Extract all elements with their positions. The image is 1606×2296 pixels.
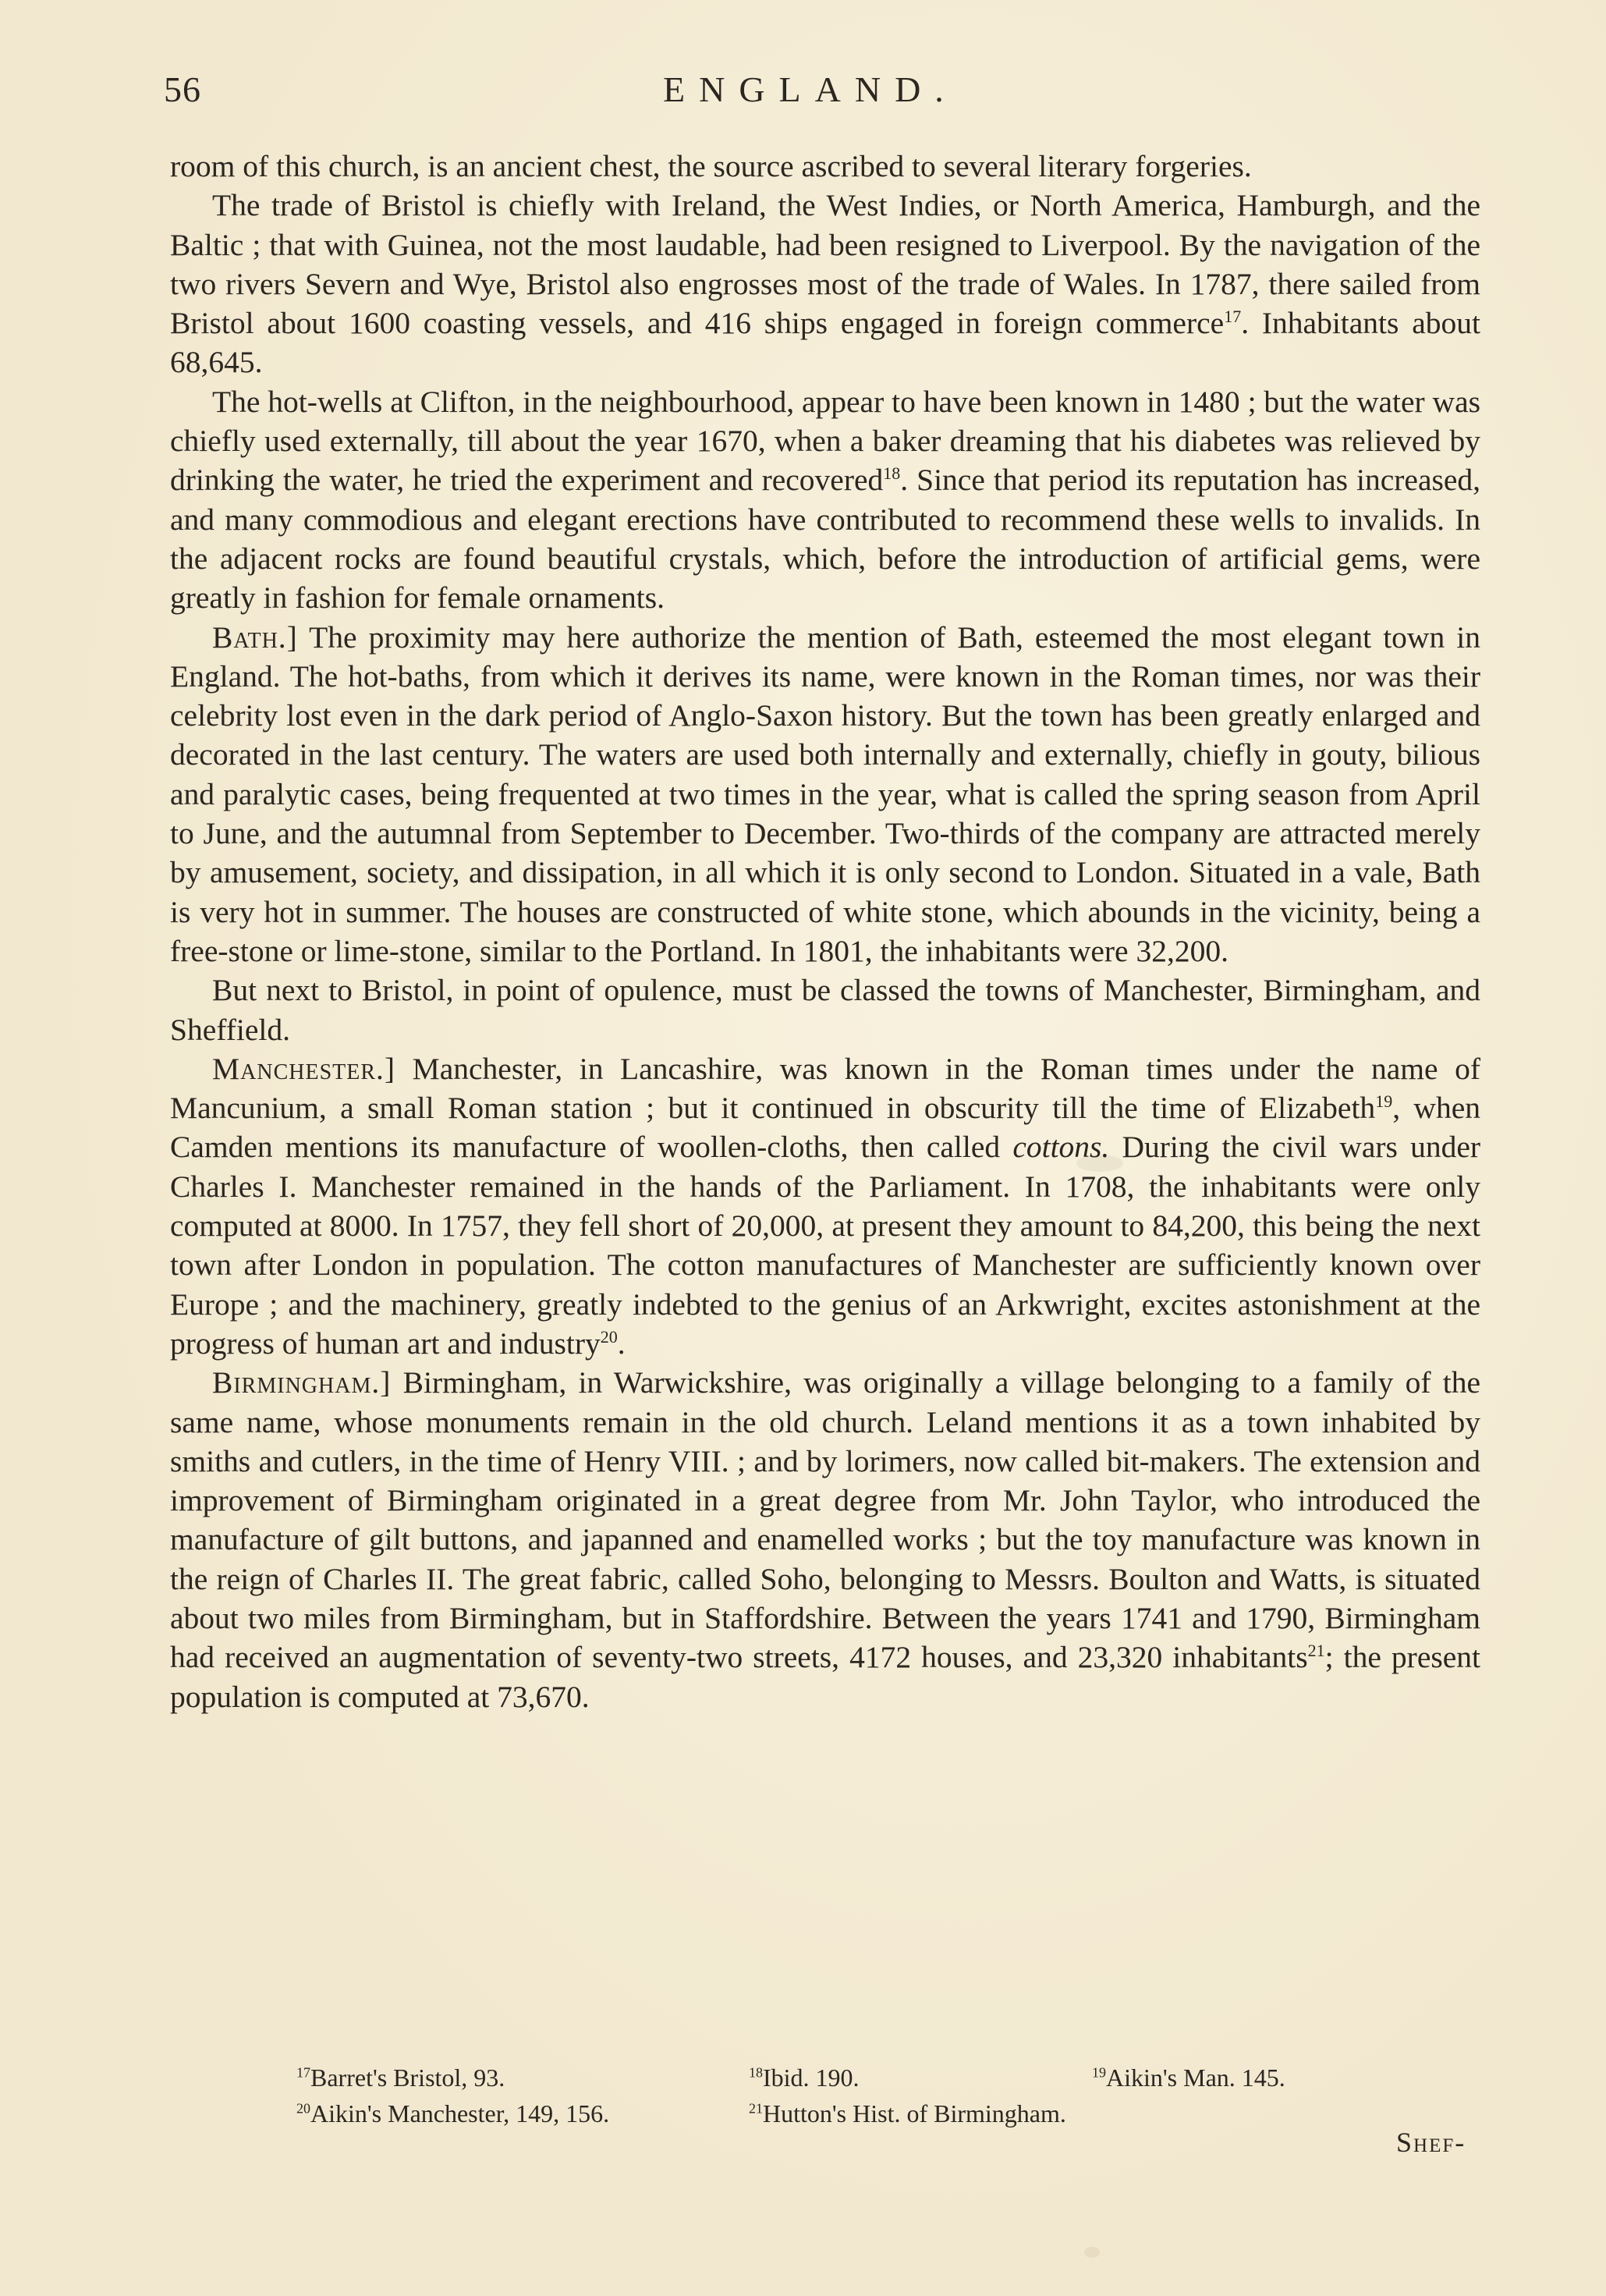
footnote: $^{18}$Ibid. 190.: [749, 2064, 860, 2092]
footnotes: [296, 2060, 1388, 2131]
paragraph-text: .: [617, 1325, 626, 1361]
paragraph: [170, 147, 1480, 186]
catchword: Shef-: [1396, 2127, 1466, 2158]
footnote-row: [296, 2095, 1388, 2131]
footnote-ref: 21: [1307, 1641, 1325, 1661]
body-text: [170, 147, 1480, 1716]
paragraph-text: . Inhabitants about 68,645.: [170, 306, 1480, 380]
paper-stain: [1084, 2247, 1100, 2258]
footnote: $^{20}$Aikin's Manchester, 149, 156.: [296, 2099, 610, 2127]
paragraph-text: . Since that period its reputation has increased, and many commodious and elegant erections have contributed to recommend these wells to invalids. In the adjacent rocks are found beautiful crystals, which, before the introduction of artificial gems, were greatly in fashion for female ornaments.: [170, 463, 1481, 616]
paragraph-text: The proximity may here authorize the mention of Bath, esteemed the most elegant town in England. The hot-baths, from which it derives its name, were known in the Roman times, nor was their celebrity lost even in the dark period of Anglo-Saxon history. But the town has been greatly enlarged and decorated in the last century. The waters are used both internally and externally, chiefly in gouty, bilious and paralytic cases, being frequented at two times in the year, what is called the spring season from April to June, and the autumnal from September to December. Two-thirds of the company are attracted merely by amusement, society, and dissipation, in all which it is only second to London. Situated in a vale, Bath is very hot in summer. The houses are constructed of white stone, which abounds in the vicinity, being a free-stone or lime-stone, similar to the Portland. In 1801, the inhabitants were 32,200.: [170, 619, 1480, 968]
paragraph-text: Manchester, in Lancashire, was known in the Roman times under the name of Mancunium, a small Roman station ; but it continued in obscurity till the time of Elizabeth: [170, 1051, 1480, 1126]
paragraph: [170, 186, 1480, 381]
section-head-birmingham: Birmingham.]: [212, 1365, 392, 1400]
footnote-ref: 20: [600, 1326, 618, 1347]
footnote: $^{17}$Barret's Bristol, 93.: [296, 2064, 505, 2092]
paragraph: [170, 618, 1480, 971]
page-number: 56: [164, 69, 201, 109]
paragraph-text: Birmingham, in Warwickshire, was originally a village belonging to a family of the same name, whose monuments remain in the old church. Leland mentions it as a town inhabited by smiths and cutlers, in the time of Henry VIII. ; and by lorimers, now called bit-makers. The extension and improvement of Birmingham originated in a great degree from Mr. John Taylor, who introduced the manufacture of gilt buttons, and japanned and enamelled works ; but the toy manufacture was known in the reign of Charles II. The great fabric, called Soho, belonging to Messrs. Boulton and Watts, is situated about two miles from Birmingham, but in Staffordshire. Between the years 1741 and 1790, Birmingham had received an augmentation of seventy-two streets, 4172 houses, and 23,320 inhabitants: [170, 1365, 1481, 1675]
running-head: ENGLAND.: [663, 69, 958, 109]
paragraph-text: room of this church, is an ancient chest, the source ascribed to several literary forgeries.: [170, 149, 1252, 183]
section-head-bath: Bath.]: [212, 619, 298, 655]
paragraph: [170, 1363, 1480, 1716]
paragraph: [170, 1049, 1480, 1363]
paragraph-text: The trade of Bristol is chiefly with Ireland, the West Indies, or North America, Hamburgh, and the Baltic ; that with Guinea, not the most laudable, had been resigned to Liverpool. By the navigation of the two rivers Severn and Wye, Bristol also engrosses most of the trade of Wales. In 1787, there sailed from Bristol about 1600 coasting vessels, and 416 ships engaged in foreign commerce: [170, 188, 1480, 341]
paragraph-text: , when Camden mentions its manufacture of woollen-cloths, then called: [170, 1091, 1480, 1165]
footnote-ref: 19: [1375, 1091, 1393, 1111]
paragraph-text: The hot-wells at Clifton, in the neighbourhood, appear to have been known in 1480 ; but the water was chiefly used externally, till about the year 1670, when a baker dreaming that his diabetes was relieved by drinking the water, he tried the experiment and recovered: [170, 384, 1480, 498]
paragraph-text: ; the present population is computed at 73,670.: [170, 1640, 1480, 1714]
paragraph: [170, 971, 1480, 1049]
paragraph-text: But next to Bristol, in point of opulence, must be classed the towns of Manchester, Birmingham, and Sheffield.: [170, 973, 1480, 1047]
paragraph: [170, 382, 1480, 618]
footnote-ref: 17: [1224, 307, 1242, 327]
page-header: [164, 69, 1490, 123]
section-head-manchester: Manchester.]: [212, 1051, 396, 1086]
footnote-ref: 18: [883, 463, 901, 484]
footnote: $^{19}$Aikin's Man. 145.: [1092, 2064, 1285, 2092]
footnote-row: [296, 2060, 1388, 2095]
italic-word: cottons.: [1012, 1130, 1110, 1165]
footnote: $^{21}$Hutton's Hist. of Birmingham.: [749, 2099, 1066, 2127]
paragraph-text: During the civil wars under Charles I. Manchester remained in the hands of the Parliament. In 1708, the inhabitants were only computed at 8000. In 1757, they fell short of 20,000, at present they amount to 84,200, this being the next town after London in population. The cotton manufactures of Manchester are sufficiently known over Europe ; and the machinery, greatly indebted to the genius of an Arkwright, excites astonishment at the progress of human art and industry: [170, 1130, 1481, 1361]
